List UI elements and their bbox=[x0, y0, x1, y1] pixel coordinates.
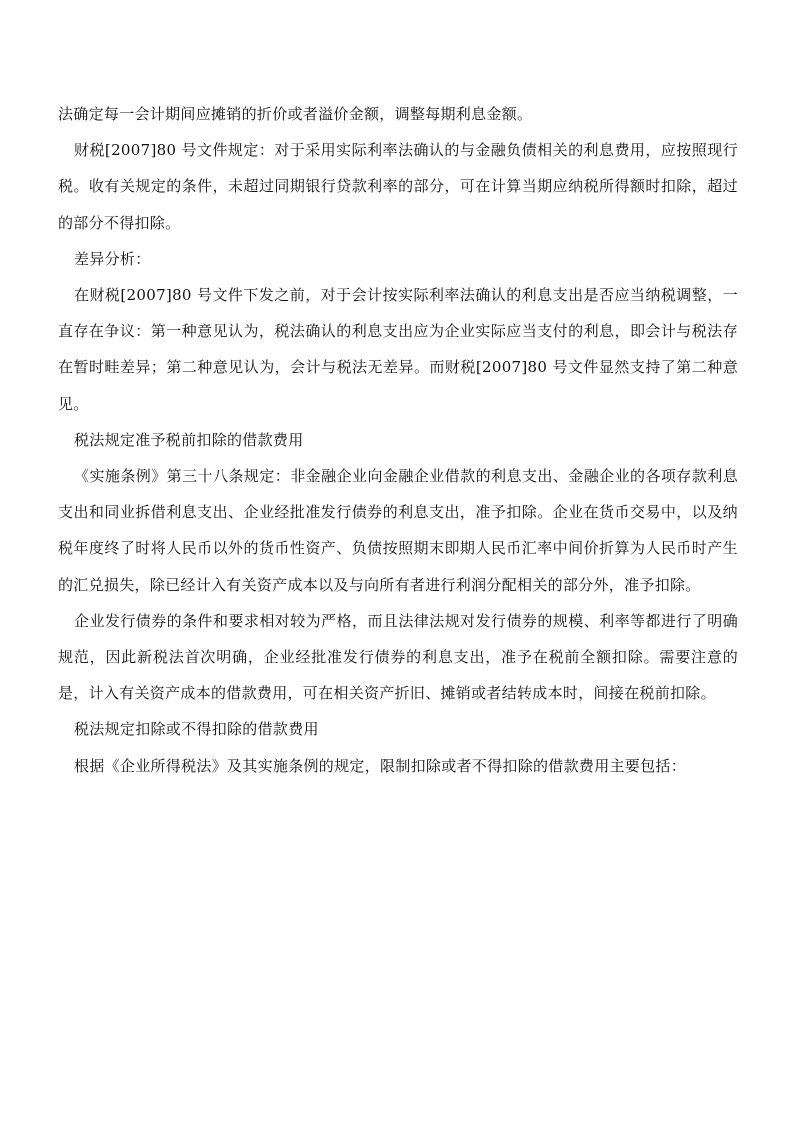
paragraph-bond-issuance: 企业发行债券的条件和要求相对较为严格，而且法律法规对发行债券的规模、利率等都进行了明确规范，因此新税法首次明确，企业经批准发行债券的利息支出，准予在税前全额扣除。需要注意的是，计入有关资产成本的借款费用，可在相关资产折旧、摊销或者结转成本时，间接在税前扣除。 bbox=[58, 611, 738, 703]
paragraph-continuation: 法确定每一会计期间应摊销的折价或者溢价金额，调整每期利息金额。 bbox=[58, 105, 533, 123]
document-body bbox=[58, 96, 738, 784]
paragraph-article-38: 《实施条例》第三十八条规定：非金融企业向金融企业借款的利息支出、金融企业的各项存款利息支出和同业拆借利息支出、企业经批准发行债券的利息支出，准予扣除。企业在货币交易中，以及纳税年度终了时将人民币以外的货币性资产、负债按照期末即期人民币汇率中间价折算为人民币时产生的汇兑损失，除已经计入有关资产成本以及与向所有者进行利润分配相关的部分外，准予扣除。 bbox=[58, 467, 738, 594]
paragraph-difference-analysis: 在财税[2007]80 号文件下发之前，对于会计按实际利率法确认的利息支出是否应当纳税调整，一直存在争议：第一种意见认为，税法确认的利息支出应为企业实际应当支付的利息，即会计与税法存在暂时畦差异；第二种意见认为，会计与税法无差异。而财税[2007]80 号文件显然支持了第二种意见。 bbox=[58, 286, 738, 413]
paragraph-restricted-intro: 根据《企业所得税法》及其实施条例的规定，限制扣除或者不得扣除的借款费用主要包括： bbox=[74, 756, 687, 775]
paragraph-caishui-regulation: 财税[2007]80 号文件规定：对于采用实际利率法确认的与金融负债相关的利息费用，应按照现行税。收有关规定的条件，未超过同期银行贷款利率的部分，可在计算当期应纳税所得额时扣除，超过的部分不得扣除。 bbox=[58, 141, 738, 232]
section-label-difference-analysis: 差异分析： bbox=[74, 249, 151, 268]
section-heading-restricted-borrowing-costs: 税法规定扣除或不得扣除的借款费用 bbox=[74, 720, 319, 739]
section-heading-deductible-borrowing-costs: 税法规定准予税前扣除的借款费用 bbox=[74, 430, 304, 449]
